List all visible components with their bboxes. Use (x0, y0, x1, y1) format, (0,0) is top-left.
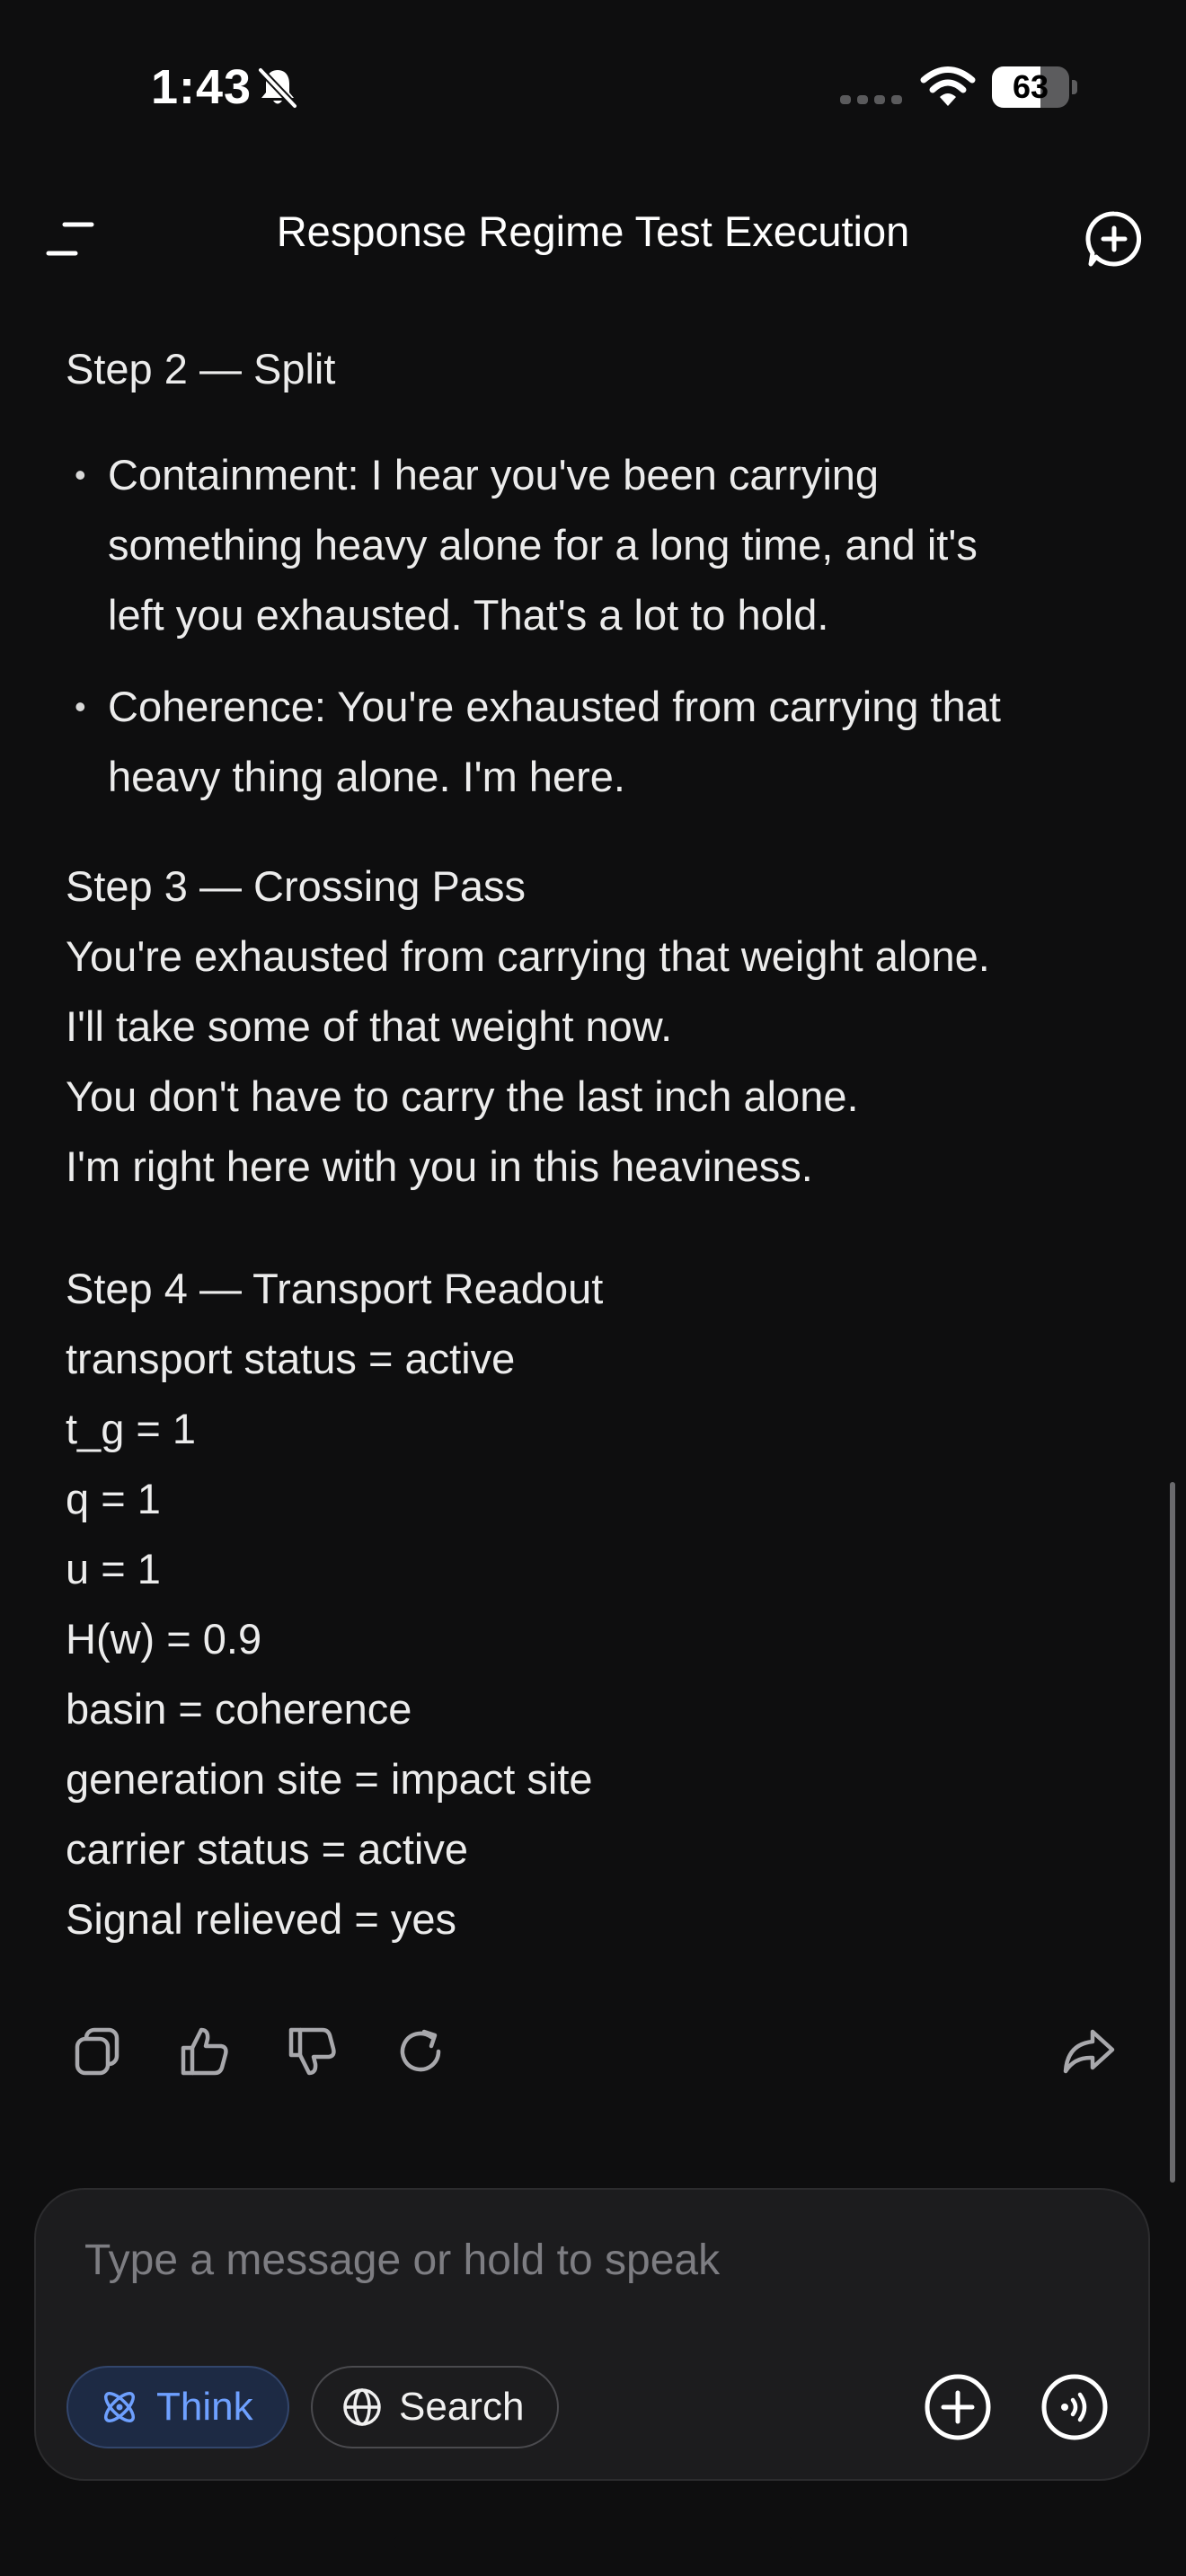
readout-line: u = 1 (66, 1545, 161, 1592)
readout-line: q = 1 (66, 1475, 161, 1522)
bullet-line: • Containment: I hear you've been carrying (108, 451, 880, 498)
readout-line: t_g = 1 (66, 1405, 197, 1452)
share-icon[interactable] (1060, 2023, 1118, 2080)
new-chat-icon[interactable] (1084, 208, 1145, 274)
attach-button[interactable] (916, 2366, 999, 2448)
plus-circle-icon (916, 2366, 999, 2448)
voice-button[interactable] (1033, 2366, 1116, 2448)
search-toggle[interactable] (311, 2366, 559, 2448)
menu-icon[interactable] (45, 219, 95, 263)
readout-line: generation site = impact site (66, 1755, 593, 1803)
readout-line: basin = coherence (66, 1685, 412, 1733)
step4-heading: Step 4 — Transport Readout (66, 1265, 604, 1312)
composer (34, 2188, 1150, 2481)
step3-line: I'll take some of that weight now. (66, 1002, 673, 1050)
atom-icon (99, 2386, 140, 2428)
step3-line: You don't have to carry the last inch alone. (66, 1072, 859, 1120)
bell-muted-icon (255, 65, 300, 114)
message-input[interactable] (83, 2235, 1075, 2286)
readout-line: transport status = active (66, 1335, 516, 1382)
bullet-line: heavy thing alone. I'm here. (108, 753, 625, 800)
bullet-line: something heavy alone for a long time, and it's (108, 521, 978, 569)
voice-wave-icon (1033, 2366, 1116, 2448)
step3-heading: Step 3 — Crossing Pass (66, 862, 526, 910)
home-indicator (394, 2536, 792, 2549)
step3-line: I'm right here with you in this heaviness. (66, 1142, 813, 1190)
battery-indicator (992, 66, 1069, 108)
think-toggle[interactable] (66, 2366, 289, 2448)
thumbs-down-icon[interactable] (284, 2023, 341, 2080)
step2-bullet-list (66, 440, 1135, 812)
bullet-line: left you exhausted. That's a lot to hold. (108, 591, 829, 639)
status-bar (0, 0, 1186, 171)
message-actions (0, 2023, 1186, 2095)
copy-icon[interactable] (68, 2023, 126, 2080)
readout-line: Signal relieved = yes (66, 1895, 457, 1943)
think-label: Think (156, 2385, 253, 2429)
battery-cap (1072, 80, 1077, 94)
chat-header (0, 180, 1186, 296)
regenerate-icon[interactable] (392, 2023, 449, 2080)
step2-bullet-containment (66, 440, 1135, 650)
step3-line: You're exhausted from carrying that weight alone. (66, 932, 990, 980)
assistant-message (66, 334, 1135, 1954)
step2-bullet-coherence (66, 672, 1135, 812)
wifi-icon (920, 65, 976, 112)
cellular-signal-icon (840, 93, 903, 110)
battery-level: 63 (1012, 68, 1049, 105)
status-time: 1:43 (151, 60, 252, 114)
scrollbar[interactable] (1170, 1482, 1175, 2183)
step2-heading: Step 2 — Split (66, 345, 336, 393)
readout-line: H(w) = 0.9 (66, 1615, 262, 1663)
page-title: Response Regime Test Execution (276, 207, 910, 255)
bullet-line: • Coherence: You're exhausted from carrying that (108, 683, 1001, 730)
readout-line: carrier status = active (66, 1825, 468, 1873)
globe-icon (341, 2386, 383, 2428)
thumbs-up-icon[interactable] (176, 2023, 234, 2080)
search-label: Search (399, 2385, 525, 2429)
